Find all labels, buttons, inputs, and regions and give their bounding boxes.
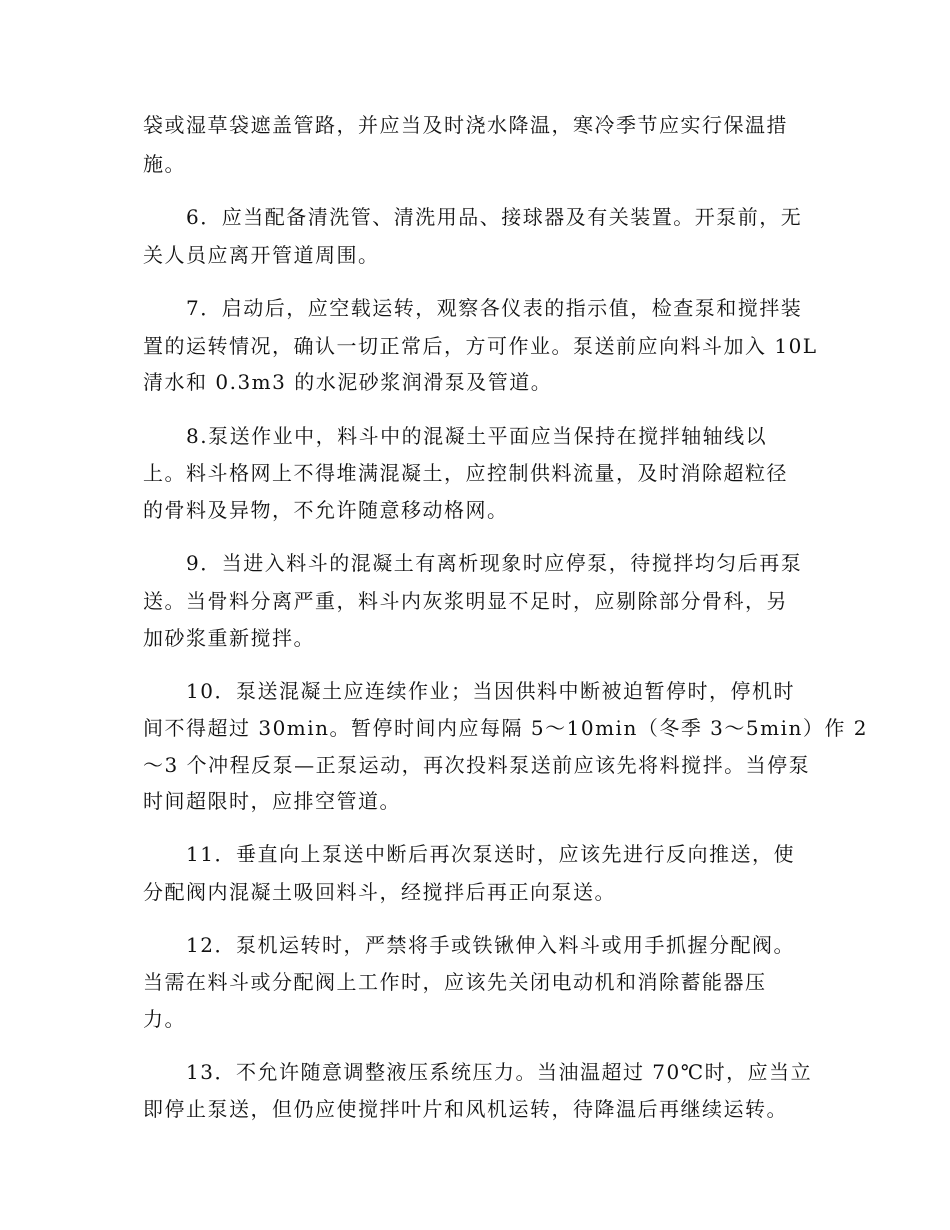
- paragraph-10-line: 10．泵送混凝土应连续作业；当因供料中断被迫暂停时，停机时: [186, 679, 795, 703]
- paragraph-7-line: 7．启动后，应空载运转，观察各仪表的指示值，检查泵和搅拌装: [186, 296, 803, 320]
- text-line: 力。: [143, 1007, 186, 1031]
- text-line: 关人员应离开管道周围。: [143, 243, 380, 267]
- text-line: 时间超限时，应排空管道。: [143, 789, 401, 813]
- text-line: 分配阀内混凝土吸回料斗，经搅拌后再正向泵送。: [143, 880, 616, 904]
- text-line: 的骨料及异物，不允许随意移动格网。: [143, 498, 509, 522]
- paragraph-13-line: 13．不允许随意调整液压系统压力。当油温超过 70℃时，应当立: [186, 1060, 813, 1084]
- text-line: 加砂浆重新搅拌。: [143, 626, 315, 650]
- text-line: 上。料斗格网上不得堆满混凝土，应控制供料流量，及时消除超粒径: [143, 461, 788, 485]
- paragraph-12-line: 12．泵机运转时，严禁将手或铁锹伸入料斗或用手抓握分配阀。: [186, 933, 795, 957]
- text-line: 间不得超过 30min。暂停时间内应每隔 5～10min（冬季 3～5min）作 2: [143, 716, 868, 740]
- text-line: 当需在料斗或分配阀上工作时，应该先关闭电动机和消除蓄能器压: [143, 970, 767, 994]
- text-line: 置的运转情况，确认一切正常后，方可作业。泵送前应向料斗加入 10L: [143, 334, 818, 358]
- text-line: 袋或湿草袋遮盖管路，并应当及时浇水降温，寒冷季节应实行保温措: [143, 113, 788, 137]
- text-line: 即停止泵送，但仍应使搅拌叶片和风机运转，待降温后再继续运转。: [143, 1097, 788, 1121]
- paragraph-9-line: 9．当进入料斗的混凝土有离析现象时应停泵，待搅拌均匀后再泵: [186, 551, 803, 575]
- text-line: ～3 个冲程反泵—正泵运动，再次投料泵送前应该先将料搅拌。当停泵: [143, 753, 811, 777]
- text-line: 清水和 0.3m3 的水泥砂浆润滑泵及管道。: [143, 370, 553, 394]
- paragraph-6-line: 6．应当配备清洗管、清洗用品、接球器及有关装置。开泵前，无: [186, 205, 803, 229]
- text-line: 送。当骨料分离严重，料斗内灰浆明显不足时，应剔除部分骨科，另: [143, 589, 788, 613]
- paragraph-8-line: 8.泵送作业中，料斗中的混凝土平面应当保持在搅拌轴轴线以: [186, 424, 768, 448]
- paragraph-11-line: 11．垂直向上泵送中断后再次泵送时，应该先进行反向推送，使: [186, 842, 795, 866]
- text-line: 施。: [143, 152, 186, 176]
